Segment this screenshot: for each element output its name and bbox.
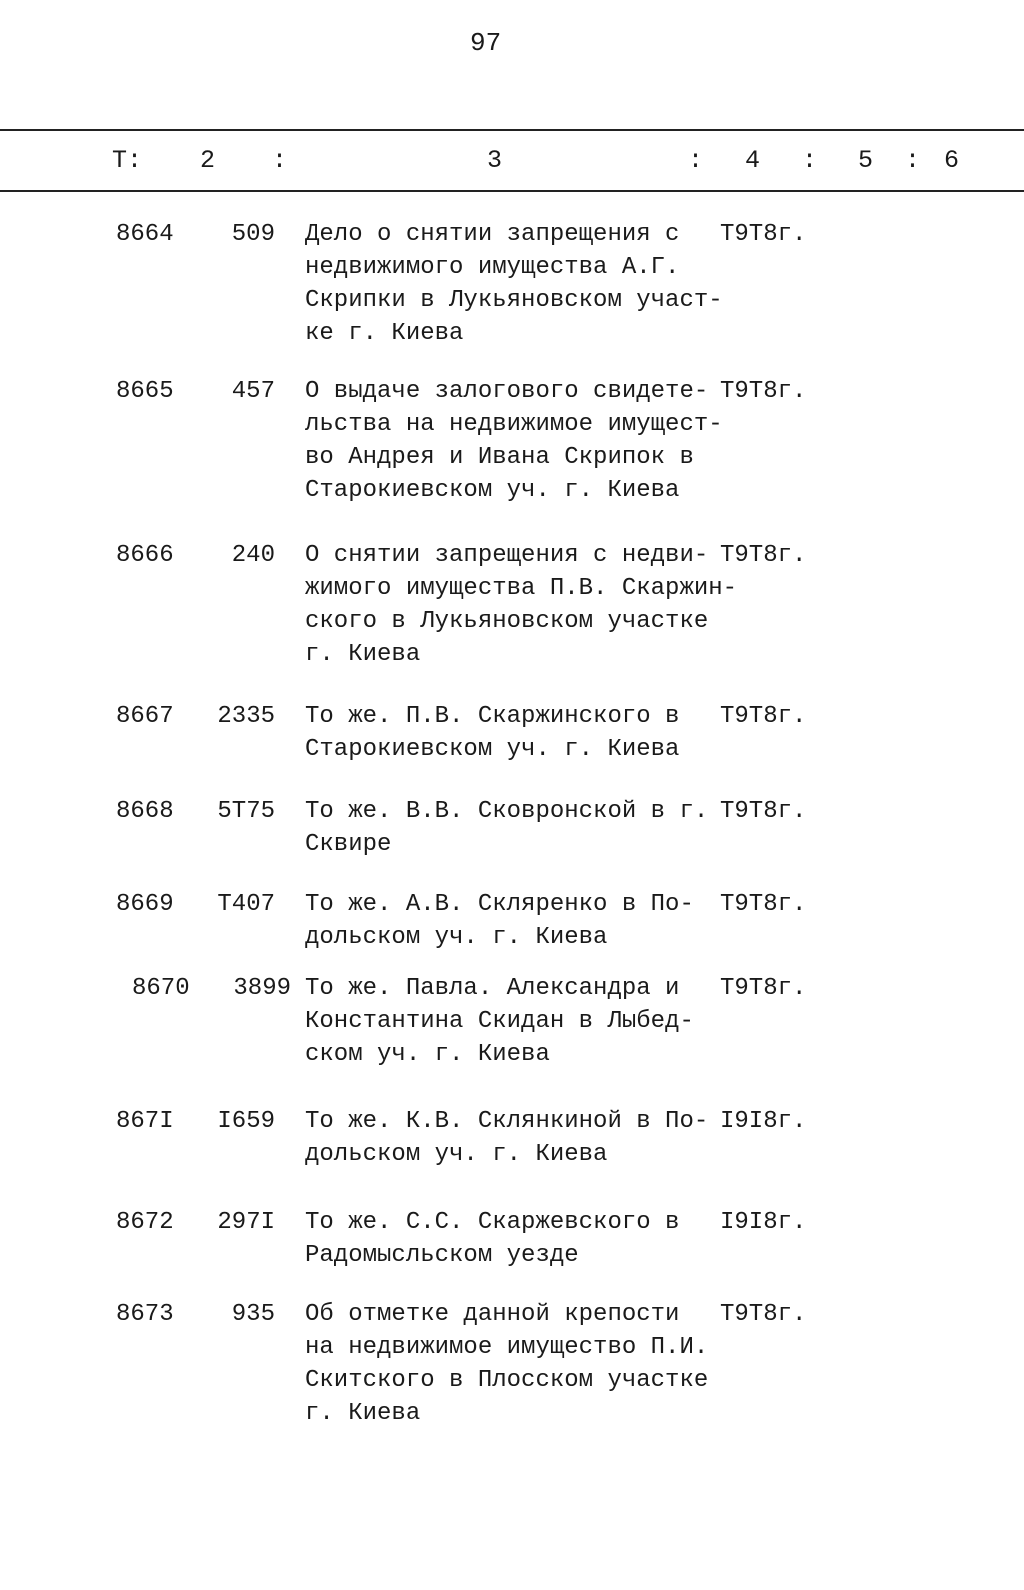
entry-title-line: То же. В.В. Сковронской в г. [305, 798, 709, 825]
entry-title [305, 218, 723, 350]
entry-number: 8673 [116, 1301, 174, 1328]
entry-date: I9I8г. [720, 1209, 807, 1236]
page-number: 97 [470, 28, 502, 58]
entry-sheets: I659 [217, 1108, 275, 1135]
entry-title-line: во Андрея и Ивана Скрипок в [305, 444, 694, 471]
header-col-5: 5 [858, 146, 874, 175]
entry-sheets: 2335 [217, 703, 275, 730]
entry-number: 8668 [116, 798, 174, 825]
header-col-3: 3 [487, 146, 503, 175]
entry-title [305, 888, 694, 954]
entry-date: Т9Т8г. [720, 798, 807, 825]
header-col-6: 6 [944, 146, 960, 175]
entry-title-line: О снятии запрещения с недви- [305, 542, 709, 569]
entry-title [305, 700, 679, 766]
header-separator: : [905, 146, 921, 175]
entry-date: Т9Т8г. [720, 975, 807, 1002]
entry-title-line: Константина Скидан в Лыбед- [305, 1008, 694, 1035]
entry-title-line: жимого имущества П.В. Скаржин- [305, 575, 738, 602]
entry-date: Т9Т8г. [720, 221, 807, 248]
entry-date: Т9Т8г. [720, 891, 807, 918]
header-separator: : [688, 146, 704, 175]
entry-title [305, 1105, 708, 1171]
entry-number: 8670 [132, 975, 190, 1002]
entry-sheets: 935 [231, 1301, 275, 1328]
entry-title [305, 795, 708, 861]
entry-title-line: г. Киева [305, 1400, 421, 1427]
entry-sheets: 297I [217, 1209, 275, 1236]
entry-title-line: г. Киева [305, 641, 421, 668]
entry-sheets: 509 [231, 221, 275, 248]
entry-title-line: ке г. Киева [305, 320, 464, 347]
entry-title-line: Скрипки в Лукьяновском участ- [305, 287, 723, 314]
entry-title-line: ском уч. г. Киева [305, 1041, 550, 1068]
entry-title-line: Дело о снятии запрещения с [305, 221, 680, 248]
header-separator: : [272, 146, 288, 175]
entry-sheets: 5Т75 [217, 798, 275, 825]
entry-title-line: То же. А.В. Скляренко в По- [305, 891, 694, 918]
header-col-2: 2 [200, 146, 216, 175]
entry-number: 8665 [116, 378, 174, 405]
entry-date: Т9Т8г. [720, 542, 807, 569]
entry-title-line: Скитского в Плосском участке [305, 1367, 709, 1394]
header-col-1: Т: [112, 146, 143, 175]
entry-number: 8666 [116, 542, 174, 569]
entry-title-line: ского в Лукьяновском участке [305, 608, 709, 635]
entry-title-line: То же. П.В. Скаржинского в [305, 703, 680, 730]
entry-title-line: на недвижимое имущество П.И. [305, 1334, 709, 1361]
entry-number: 8669 [116, 891, 174, 918]
entry-title-line: Старокиевском уч. г. Киева [305, 736, 680, 763]
header-bottom-rule [0, 190, 1024, 192]
entry-title-line: Радомысльском уезде [305, 1242, 579, 1269]
entry-title-line: Об отметке данной крепости [305, 1301, 680, 1328]
entry-date: Т9Т8г. [720, 1301, 807, 1328]
entry-sheets: 240 [231, 542, 275, 569]
entry-sheets: 457 [231, 378, 275, 405]
entry-title-line: Старокиевском уч. г. Киева [305, 477, 680, 504]
entry-title-line: О выдаче залогового свидете- [305, 378, 709, 405]
entry-title [305, 972, 694, 1071]
entry-title-line: дольском уч. г. Киева [305, 924, 608, 951]
entry-title-line: недвижимого имущества А.Г. [305, 254, 680, 281]
entry-title [305, 1298, 708, 1430]
header-separator: : [802, 146, 818, 175]
entry-title-line: То же. Павла. Александра и [305, 975, 680, 1002]
entry-title [305, 375, 723, 507]
entry-title-line: льства на недвижимое имущест- [305, 411, 723, 438]
entry-date: Т9Т8г. [720, 378, 807, 405]
entry-sheets: 3899 [233, 975, 291, 1002]
entry-title-line: То же. С.С. Скаржевского в [305, 1209, 680, 1236]
entry-number: 8672 [116, 1209, 174, 1236]
entry-number: 8667 [116, 703, 174, 730]
entry-title [305, 539, 737, 671]
entry-number: 8664 [116, 221, 174, 248]
entry-title-line: Сквире [305, 831, 392, 858]
entry-title-line: дольском уч. г. Киева [305, 1141, 608, 1168]
header-top-rule [0, 129, 1024, 131]
entry-sheets: Т407 [217, 891, 275, 918]
entry-title [305, 1206, 679, 1272]
entry-date: Т9Т8г. [720, 703, 807, 730]
entry-title-line: То же. К.В. Склянкиной в По- [305, 1108, 709, 1135]
entry-date: I9I8г. [720, 1108, 807, 1135]
entry-number: 867I [116, 1108, 174, 1135]
header-col-4: 4 [745, 146, 761, 175]
